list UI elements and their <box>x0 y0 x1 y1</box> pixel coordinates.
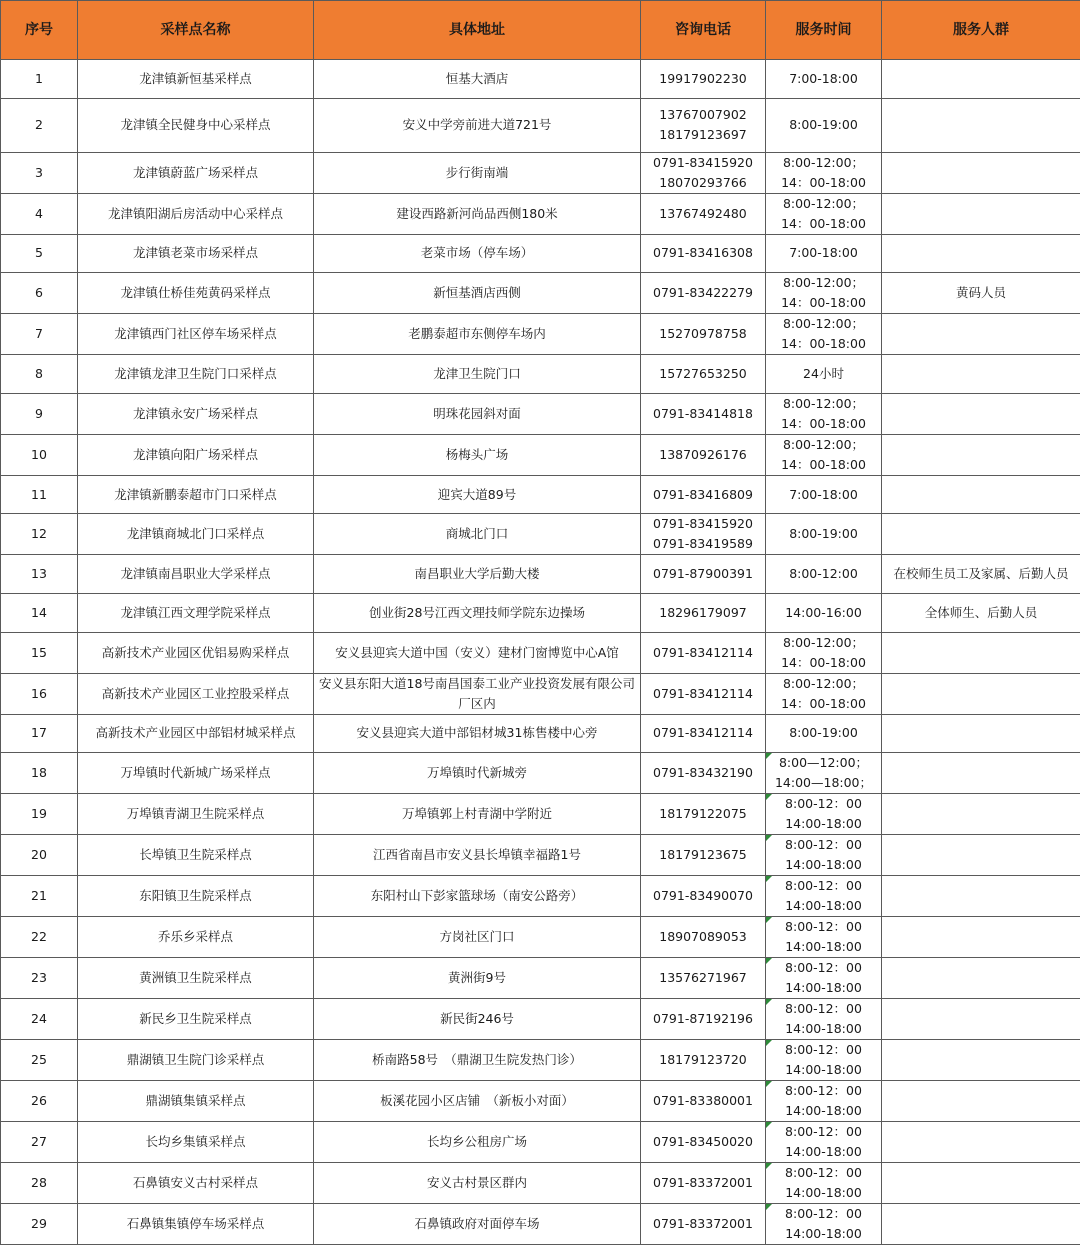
table-row <box>1 1040 1080 1081</box>
table-row <box>1 314 1080 355</box>
cell-phone <box>641 152 766 193</box>
cell-phone <box>641 714 766 753</box>
cell-no: 21 <box>1 876 78 917</box>
cell-phone-line: 15270978758 <box>643 324 763 344</box>
cell-name: 石鼻镇安义古村采样点 <box>78 1163 314 1204</box>
cell-phone-line: 18907089053 <box>643 927 763 947</box>
cell-service-time-line: 14:00-18:00 <box>768 1019 879 1039</box>
cell-phone-line: 18179122075 <box>643 804 763 824</box>
table-row <box>1 1163 1080 1204</box>
cell-no: 7 <box>1 314 78 355</box>
cell-address: 江西省南昌市安义县长埠镇幸福路1号 <box>314 835 641 876</box>
table-row <box>1 876 1080 917</box>
cell-service-time-line: 14：00-18:00 <box>768 455 879 475</box>
cell-service-time <box>766 999 882 1040</box>
cell-address: 龙津卫生院门口 <box>314 355 641 394</box>
header-phone: 咨询电话 <box>641 1 766 60</box>
cell-service-time-line: 8:00-12:00； <box>768 153 879 173</box>
cell-phone-line: 0791-83412114 <box>643 643 763 663</box>
cell-name: 龙津镇永安广场采样点 <box>78 393 314 434</box>
cell-no: 29 <box>1 1204 78 1245</box>
cell-no: 26 <box>1 1081 78 1122</box>
cell-phone <box>641 98 766 152</box>
cell-service-group <box>882 355 1080 394</box>
cell-phone <box>641 393 766 434</box>
cell-phone-line: 0791-83412114 <box>643 723 763 743</box>
header-address: 具体地址 <box>314 1 641 60</box>
table-row <box>1 234 1080 273</box>
cell-service-time <box>766 152 882 193</box>
cell-phone-line: 0791-83412114 <box>643 684 763 704</box>
cell-phone <box>641 1204 766 1245</box>
cell-name: 乔乐乡采样点 <box>78 917 314 958</box>
cell-service-time <box>766 434 882 475</box>
cell-service-time-line: 14:00—18:00； <box>768 773 879 793</box>
cell-phone <box>641 475 766 514</box>
cell-phone-line: 0791-83419589 <box>643 534 763 554</box>
cell-phone-line: 0791-83450020 <box>643 1132 763 1152</box>
cell-phone <box>641 794 766 835</box>
cell-address: 建设西路新河尚品西侧180米 <box>314 193 641 234</box>
cell-service-group <box>882 234 1080 273</box>
cell-service-time-line: 7:00-18:00 <box>768 485 879 505</box>
cell-service-time-line: 8:00-12：00 <box>768 1163 879 1183</box>
table-row <box>1 393 1080 434</box>
cell-service-group <box>882 193 1080 234</box>
cell-phone-line: 18179123675 <box>643 845 763 865</box>
cell-name: 龙津镇向阳广场采样点 <box>78 434 314 475</box>
cell-service-time <box>766 273 882 314</box>
cell-service-time-line: 14:00-18:00 <box>768 1224 879 1244</box>
cell-service-time-line: 14:00-18:00 <box>768 937 879 957</box>
cell-name: 高新技术产业园区中部铝材城采样点 <box>78 714 314 753</box>
cell-service-time <box>766 60 882 99</box>
cell-address: 老菜市场（停车场） <box>314 234 641 273</box>
cell-service-time-line: 14:00-18:00 <box>768 1142 879 1162</box>
cell-service-time-line: 14:00-18:00 <box>768 1101 879 1121</box>
cell-service-group <box>882 98 1080 152</box>
cell-service-time <box>766 1163 882 1204</box>
cell-phone-line: 0791-83415920 <box>643 153 763 173</box>
cell-phone <box>641 555 766 594</box>
cell-address: 明珠花园斜对面 <box>314 393 641 434</box>
cell-phone-line: 13767492480 <box>643 204 763 224</box>
cell-no: 12 <box>1 514 78 555</box>
cell-service-time-line: 8:00-12：00 <box>768 1204 879 1224</box>
cell-name: 龙津镇新鹏泰超市门口采样点 <box>78 475 314 514</box>
cell-service-group <box>882 434 1080 475</box>
table-row <box>1 434 1080 475</box>
cell-no: 14 <box>1 593 78 632</box>
table-row <box>1 152 1080 193</box>
cell-no: 16 <box>1 673 78 714</box>
table-row <box>1 1204 1080 1245</box>
cell-service-group <box>882 1163 1080 1204</box>
cell-no: 23 <box>1 958 78 999</box>
cell-service-time-line: 8:00-12：00 <box>768 958 879 978</box>
cell-address: 商城北门口 <box>314 514 641 555</box>
cell-name: 黄洲镇卫生院采样点 <box>78 958 314 999</box>
cell-name: 龙津镇仕桥佳苑黄码采样点 <box>78 273 314 314</box>
table-row <box>1 958 1080 999</box>
table-row <box>1 794 1080 835</box>
cell-name: 龙津镇全民健身中心采样点 <box>78 98 314 152</box>
cell-service-time-line: 8:00-12：00 <box>768 999 879 1019</box>
cell-service-group <box>882 514 1080 555</box>
cell-phone-line: 0791-83432190 <box>643 763 763 783</box>
cell-service-time <box>766 555 882 594</box>
cell-name: 高新技术产业园区优铝易购采样点 <box>78 632 314 673</box>
cell-phone-line: 0791-83416809 <box>643 485 763 505</box>
cell-service-group <box>882 753 1080 794</box>
cell-service-group: 在校师生员工及家属、后勤人员 <box>882 555 1080 594</box>
table-row <box>1 632 1080 673</box>
cell-name: 新民乡卫生院采样点 <box>78 999 314 1040</box>
cell-service-time-line: 8:00-12:00； <box>768 674 879 694</box>
cell-service-time-line: 14:00-18:00 <box>768 1060 879 1080</box>
cell-name: 万埠镇青湖卫生院采样点 <box>78 794 314 835</box>
cell-no: 17 <box>1 714 78 753</box>
cell-no: 3 <box>1 152 78 193</box>
cell-service-time-line: 8:00-12:00； <box>768 273 879 293</box>
cell-phone <box>641 273 766 314</box>
cell-phone-line: 18179123720 <box>643 1050 763 1070</box>
cell-service-time-line: 8:00-12：00 <box>768 835 879 855</box>
cell-service-time <box>766 514 882 555</box>
cell-phone-line: 0791-87900391 <box>643 564 763 584</box>
cell-address: 步行街南端 <box>314 152 641 193</box>
cell-phone <box>641 314 766 355</box>
cell-phone-line: 0791-83415920 <box>643 514 763 534</box>
cell-phone <box>641 999 766 1040</box>
cell-phone <box>641 835 766 876</box>
cell-address: 安义县迎宾大道中国（安义）建材门窗博览中心A馆 <box>314 632 641 673</box>
cell-service-time-line: 8:00-12：00 <box>768 1040 879 1060</box>
cell-service-group <box>882 794 1080 835</box>
cell-address: 老鹏泰超市东侧停车场内 <box>314 314 641 355</box>
cell-service-time <box>766 393 882 434</box>
cell-name: 鼎湖镇卫生院门诊采样点 <box>78 1040 314 1081</box>
cell-address: 黄洲街9号 <box>314 958 641 999</box>
cell-service-group <box>882 60 1080 99</box>
cell-service-time <box>766 714 882 753</box>
cell-service-group <box>882 393 1080 434</box>
cell-name: 石鼻镇集镇停车场采样点 <box>78 1204 314 1245</box>
cell-phone-line: 18070293766 <box>643 173 763 193</box>
cell-service-time <box>766 234 882 273</box>
cell-service-time-line: 14：00-18:00 <box>768 214 879 234</box>
table-row <box>1 475 1080 514</box>
cell-service-time <box>766 632 882 673</box>
cell-address: 安义中学旁前进大道721号 <box>314 98 641 152</box>
cell-service-time <box>766 835 882 876</box>
cell-phone-line: 19917902230 <box>643 69 763 89</box>
cell-service-group <box>882 876 1080 917</box>
cell-address: 安义县东阳大道18号南昌国泰工业产业投资发展有限公司厂区内 <box>314 673 641 714</box>
cell-phone-line: 0791-83372001 <box>643 1214 763 1234</box>
cell-service-time-line: 8:00-12:00； <box>768 394 879 414</box>
cell-phone <box>641 514 766 555</box>
cell-service-group <box>882 917 1080 958</box>
cell-phone <box>641 876 766 917</box>
cell-phone <box>641 1163 766 1204</box>
cell-service-group: 全体师生、后勤人员 <box>882 593 1080 632</box>
table-row <box>1 753 1080 794</box>
cell-service-time <box>766 355 882 394</box>
cell-phone <box>641 434 766 475</box>
cell-phone <box>641 593 766 632</box>
cell-phone <box>641 1081 766 1122</box>
cell-service-time-line: 8:00-12:00； <box>768 314 879 334</box>
cell-service-time-line: 14:00-18:00 <box>768 978 879 998</box>
cell-phone <box>641 355 766 394</box>
cell-service-time <box>766 917 882 958</box>
cell-address: 新民街246号 <box>314 999 641 1040</box>
cell-name: 龙津镇南昌职业大学采样点 <box>78 555 314 594</box>
cell-service-time <box>766 753 882 794</box>
cell-no: 19 <box>1 794 78 835</box>
table-row <box>1 835 1080 876</box>
cell-name: 龙津镇西门社区停车场采样点 <box>78 314 314 355</box>
cell-service-time-line: 14：00-18:00 <box>768 293 879 313</box>
cell-address: 万埠镇时代新城旁 <box>314 753 641 794</box>
cell-no: 1 <box>1 60 78 99</box>
cell-service-time <box>766 193 882 234</box>
cell-service-time-line: 14:00-18:00 <box>768 855 879 875</box>
cell-phone <box>641 234 766 273</box>
cell-service-group <box>882 835 1080 876</box>
cell-phone-line: 0791-83380001 <box>643 1091 763 1111</box>
cell-no: 9 <box>1 393 78 434</box>
cell-service-time-line: 14:00-16:00 <box>768 603 879 623</box>
cell-service-group <box>882 714 1080 753</box>
cell-no: 8 <box>1 355 78 394</box>
table-row <box>1 193 1080 234</box>
cell-address: 东阳村山下彭家篮球场（南安公路旁） <box>314 876 641 917</box>
cell-phone-line: 0791-83414818 <box>643 404 763 424</box>
table-row <box>1 673 1080 714</box>
table-row <box>1 593 1080 632</box>
cell-address: 恒基大酒店 <box>314 60 641 99</box>
cell-no: 27 <box>1 1122 78 1163</box>
cell-phone <box>641 917 766 958</box>
cell-no: 28 <box>1 1163 78 1204</box>
table-row <box>1 917 1080 958</box>
cell-no: 2 <box>1 98 78 152</box>
table-row <box>1 514 1080 555</box>
cell-service-time-line: 24小时 <box>768 364 879 384</box>
cell-no: 22 <box>1 917 78 958</box>
header-service-time: 服务时间 <box>766 1 882 60</box>
cell-phone <box>641 60 766 99</box>
cell-service-time-line: 14:00-18:00 <box>768 814 879 834</box>
cell-address: 板溪花园小区店铺 （新板小对面） <box>314 1081 641 1122</box>
cell-phone-line: 13767007902 <box>643 105 763 125</box>
cell-service-time <box>766 794 882 835</box>
cell-name: 龙津镇老菜市场采样点 <box>78 234 314 273</box>
cell-address: 新恒基酒店西侧 <box>314 273 641 314</box>
cell-phone <box>641 632 766 673</box>
cell-phone-line: 18296179097 <box>643 603 763 623</box>
cell-no: 15 <box>1 632 78 673</box>
table-row <box>1 273 1080 314</box>
cell-phone-line: 13576271967 <box>643 968 763 988</box>
cell-address: 创业街28号江西文理技师学院东边操场 <box>314 593 641 632</box>
header-service-group: 服务人群 <box>882 1 1080 60</box>
table-row <box>1 60 1080 99</box>
cell-phone-line: 0791-83372001 <box>643 1173 763 1193</box>
cell-service-group: 黄码人员 <box>882 273 1080 314</box>
cell-service-time-line: 8:00-12：00 <box>768 917 879 937</box>
cell-name: 龙津镇蔚蓝广场采样点 <box>78 152 314 193</box>
cell-address: 杨梅头广场 <box>314 434 641 475</box>
cell-service-time-line: 8:00—12:00； <box>768 753 879 773</box>
cell-service-time-line: 14:00-18:00 <box>768 1183 879 1203</box>
header-no: 序号 <box>1 1 78 60</box>
cell-address: 迎宾大道89号 <box>314 475 641 514</box>
cell-address: 长均乡公租房广场 <box>314 1122 641 1163</box>
cell-no: 24 <box>1 999 78 1040</box>
cell-phone <box>641 1040 766 1081</box>
cell-phone-line: 0791-83416308 <box>643 243 763 263</box>
cell-service-time <box>766 314 882 355</box>
cell-service-time-line: 8:00-12:00 <box>768 564 879 584</box>
cell-phone <box>641 1122 766 1163</box>
cell-service-time-line: 8:00-12:00； <box>768 194 879 214</box>
cell-service-group <box>882 314 1080 355</box>
table-row <box>1 555 1080 594</box>
cell-address: 石鼻镇政府对面停车场 <box>314 1204 641 1245</box>
cell-no: 4 <box>1 193 78 234</box>
cell-service-time-line: 14：00-18:00 <box>768 694 879 714</box>
cell-service-time <box>766 475 882 514</box>
cell-no: 13 <box>1 555 78 594</box>
cell-address: 安义古村景区群内 <box>314 1163 641 1204</box>
cell-address: 南昌职业大学后勤大楼 <box>314 555 641 594</box>
cell-name: 东阳镇卫生院采样点 <box>78 876 314 917</box>
cell-name: 长均乡集镇采样点 <box>78 1122 314 1163</box>
cell-service-time-line: 8:00-12：00 <box>768 1081 879 1101</box>
cell-phone-line: 18179123697 <box>643 125 763 145</box>
cell-service-time-line: 8:00-19:00 <box>768 115 879 135</box>
cell-phone-line: 0791-87192196 <box>643 1009 763 1029</box>
cell-service-group <box>882 475 1080 514</box>
cell-no: 18 <box>1 753 78 794</box>
cell-phone-line: 0791-83422279 <box>643 283 763 303</box>
cell-address: 方岗社区门口 <box>314 917 641 958</box>
cell-service-time-line: 8:00-12：00 <box>768 1122 879 1142</box>
cell-service-time-line: 14：00-18:00 <box>768 173 879 193</box>
cell-service-time-line: 14:00-18:00 <box>768 896 879 916</box>
cell-service-time-line: 14：00-18:00 <box>768 414 879 434</box>
cell-no: 20 <box>1 835 78 876</box>
cell-name: 龙津镇龙津卫生院门口采样点 <box>78 355 314 394</box>
cell-service-time <box>766 673 882 714</box>
header-name: 采样点名称 <box>78 1 314 60</box>
cell-service-time-line: 8:00-12:00； <box>768 435 879 455</box>
cell-phone-line: 15727653250 <box>643 364 763 384</box>
cell-service-time-line: 8:00-12:00； <box>768 633 879 653</box>
cell-service-time-line: 8:00-19:00 <box>768 723 879 743</box>
table-row <box>1 1081 1080 1122</box>
cell-address: 桥南路58号 （鼎湖卫生院发热门诊） <box>314 1040 641 1081</box>
cell-service-group <box>882 1204 1080 1245</box>
cell-service-time <box>766 1122 882 1163</box>
cell-no: 5 <box>1 234 78 273</box>
cell-service-group <box>882 152 1080 193</box>
table-row <box>1 355 1080 394</box>
cell-address: 万埠镇郭上村青湖中学附近 <box>314 794 641 835</box>
cell-service-group <box>882 958 1080 999</box>
cell-service-group <box>882 999 1080 1040</box>
cell-no: 10 <box>1 434 78 475</box>
table-row <box>1 714 1080 753</box>
cell-service-group <box>882 1081 1080 1122</box>
cell-service-time-line: 7:00-18:00 <box>768 243 879 263</box>
cell-name: 高新技术产业园区工业控股采样点 <box>78 673 314 714</box>
cell-service-time-line: 8:00-19:00 <box>768 524 879 544</box>
cell-service-group <box>882 673 1080 714</box>
cell-phone-line: 0791-83490070 <box>643 886 763 906</box>
cell-name: 万埠镇时代新城广场采样点 <box>78 753 314 794</box>
header-row <box>1 1 1080 60</box>
cell-name: 龙津镇江西文理学院采样点 <box>78 593 314 632</box>
table-body <box>1 60 1080 1245</box>
cell-service-time <box>766 958 882 999</box>
cell-phone <box>641 958 766 999</box>
cell-service-time-line: 8:00-12：00 <box>768 876 879 896</box>
cell-phone <box>641 673 766 714</box>
cell-service-time <box>766 98 882 152</box>
cell-name: 龙津镇阳湖后房活动中心采样点 <box>78 193 314 234</box>
cell-name: 长埠镇卫生院采样点 <box>78 835 314 876</box>
cell-service-group <box>882 1122 1080 1163</box>
cell-service-time-line: 14：00-18:00 <box>768 334 879 354</box>
cell-phone <box>641 753 766 794</box>
table-row <box>1 1122 1080 1163</box>
cell-name: 鼎湖镇集镇采样点 <box>78 1081 314 1122</box>
cell-no: 25 <box>1 1040 78 1081</box>
cell-service-time <box>766 1040 882 1081</box>
cell-address: 安义县迎宾大道中部铝材城31栋售楼中心旁 <box>314 714 641 753</box>
cell-service-time <box>766 1204 882 1245</box>
cell-phone-line: 13870926176 <box>643 445 763 465</box>
cell-service-time <box>766 876 882 917</box>
cell-service-group <box>882 632 1080 673</box>
cell-no: 11 <box>1 475 78 514</box>
table-row <box>1 999 1080 1040</box>
cell-service-time <box>766 593 882 632</box>
cell-phone <box>641 193 766 234</box>
cell-service-time-line: 8:00-12：00 <box>768 794 879 814</box>
table-row <box>1 98 1080 152</box>
cell-service-time-line: 7:00-18:00 <box>768 69 879 89</box>
cell-service-group <box>882 1040 1080 1081</box>
cell-service-time-line: 14：00-18:00 <box>768 653 879 673</box>
cell-name: 龙津镇新恒基采样点 <box>78 60 314 99</box>
cell-name: 龙津镇商城北门口采样点 <box>78 514 314 555</box>
cell-no: 6 <box>1 273 78 314</box>
cell-service-time <box>766 1081 882 1122</box>
